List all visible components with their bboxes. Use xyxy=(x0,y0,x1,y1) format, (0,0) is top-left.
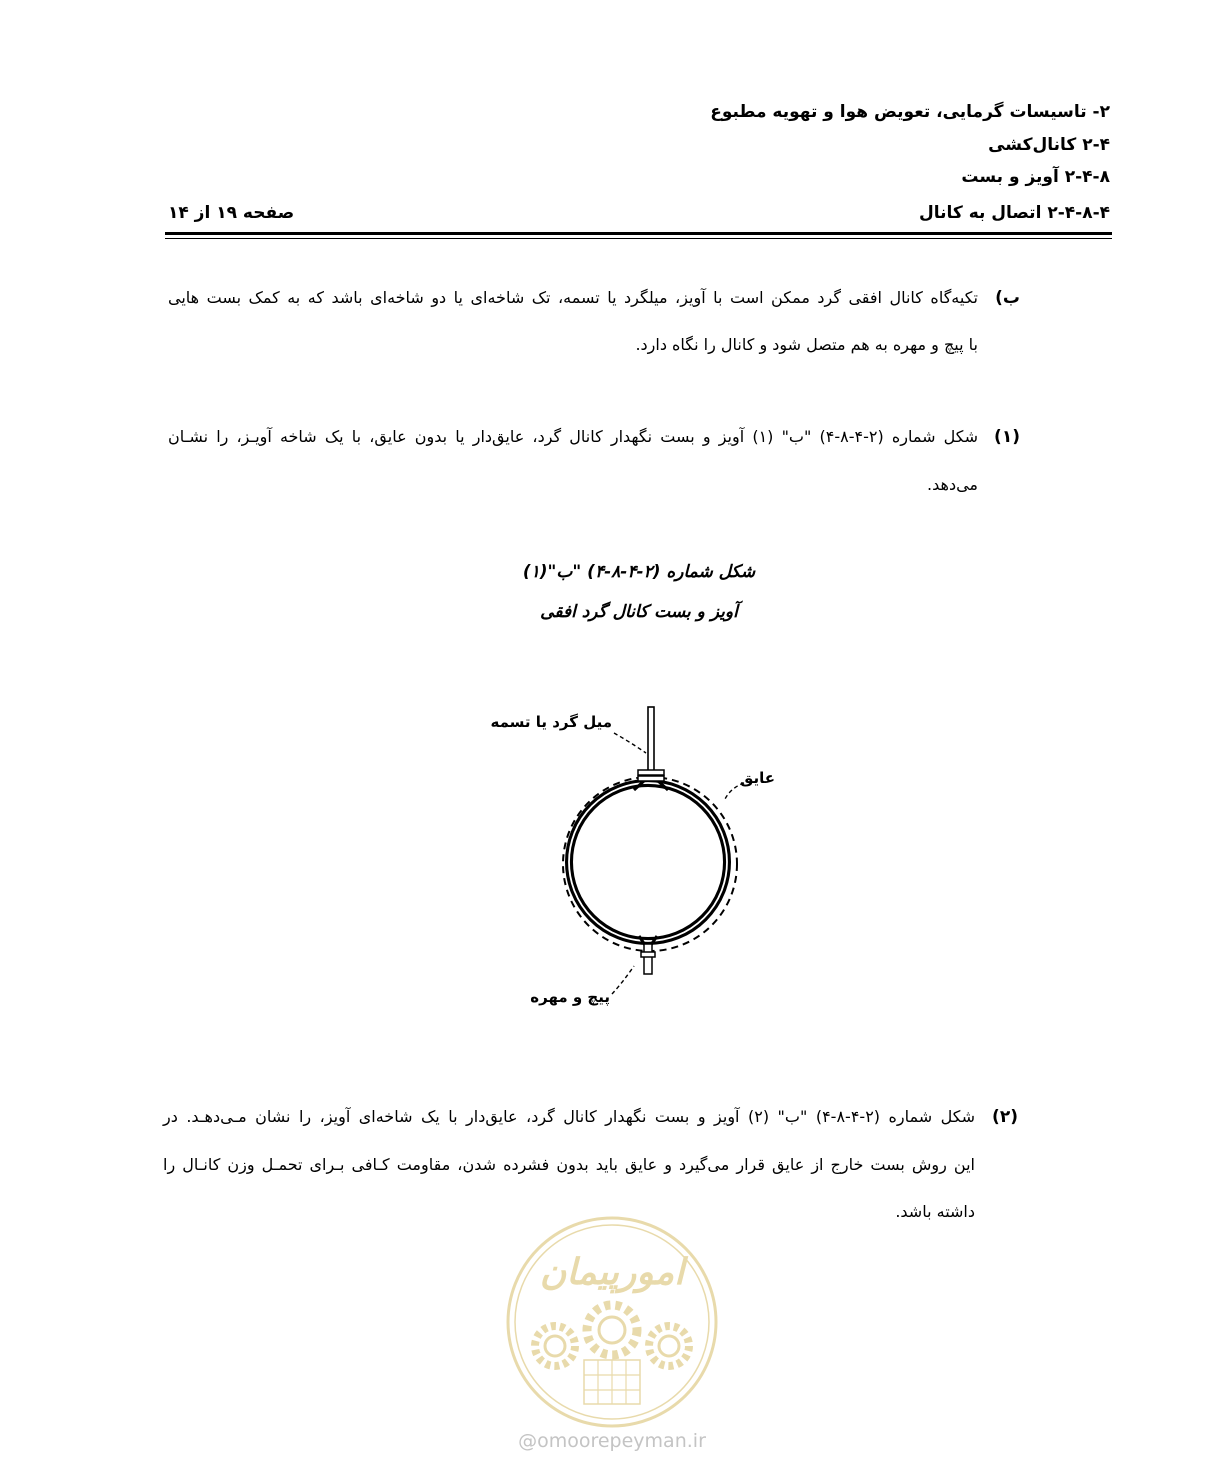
watermark-logo xyxy=(500,1210,725,1435)
header-chapter: ۲- تاسیسات گرمایی، تعویض هوا و تهویه مطبوع xyxy=(710,102,1110,122)
header-topic: ۲-۴-۸-۴ اتصال به کانال xyxy=(918,203,1110,223)
duct-hanger-diagram xyxy=(470,695,790,1025)
figure-caption-title: آویز و بست کانال گرد افقی xyxy=(540,602,738,622)
item-1-label: (۱) xyxy=(994,427,1020,447)
item-2-line: داشته باشد. xyxy=(895,1202,975,1221)
paragraph-b-line: با پیچ و مهره به هم متصل شود و کانال را نگاه دارد. xyxy=(635,335,978,354)
top-clamp-nut-upper xyxy=(638,770,664,775)
leader-line-bolt xyxy=(612,966,634,994)
label-insulation: عایق xyxy=(739,769,775,787)
watermark-logo-text: امورپیمان xyxy=(539,1252,685,1293)
figure-caption-number: شکل شماره (۲-۴-۸-۴) "ب"(۱) xyxy=(522,562,756,582)
header-subsection: ۲-۴-۸ آویز و بست xyxy=(961,167,1110,187)
gear-icon xyxy=(535,1326,575,1366)
bottom-bolt xyxy=(644,944,652,974)
duct-band-ring-inner-line xyxy=(569,783,727,941)
bottom-nut xyxy=(641,952,655,957)
watermark-site: @omoorepeyman.ir xyxy=(518,1430,706,1452)
gear-icon xyxy=(649,1326,689,1366)
header-divider-thin xyxy=(165,238,1112,239)
label-bolt: پیچ و مهره xyxy=(530,988,610,1006)
hanger-rod xyxy=(648,707,654,773)
watermark-grid xyxy=(584,1360,640,1404)
item-2-label: (۲) xyxy=(992,1107,1018,1127)
header-divider-thick xyxy=(165,232,1112,235)
item-2-line: شکل شماره (۲-۴-۸-۴) "ب" (۲) آویز و بست نگهدار کانال گرد، عایق‌دار با یک شاخه‌ای آویز، را نشان مـی‌دهـد. در xyxy=(163,1107,976,1126)
label-rod: میل گرد یا تسمه xyxy=(490,713,612,731)
item-1-line: شکل شماره (۲-۴-۸-۴) "ب" (۱) آویز و بست نگهدار کانال گرد، عایق‌دار یا بدون عایق، با یک شاخه آویـز، را نشـان xyxy=(168,427,978,446)
leader-line-rod xyxy=(614,733,646,753)
paragraph-b-line: تکیه‌گاه کانال افقی گرد ممکن است با آویز، میلگرد یا تسمه، تک شاخه‌ای یا دو شاخه‌ای باشد که به کمک بست هایی xyxy=(168,288,978,307)
item-1-line: می‌دهد. xyxy=(927,475,978,494)
paragraph-b-label: ب) xyxy=(995,288,1020,308)
header-section: ۲-۴ کانال‌کشی xyxy=(988,135,1110,155)
page-number: صفحه ۱۹ از ۱۴ xyxy=(168,203,295,223)
top-clamp-nut-lower xyxy=(638,776,664,781)
gear-icon xyxy=(587,1305,637,1355)
insulation-outline xyxy=(563,777,737,951)
item-2-line: این روش بست خارج از عایق قرار می‌گیرد و عایق باید بدون فشرده شدن، مقاومت کـافی بـرای تحمـل وزن کانـال را xyxy=(163,1155,975,1174)
